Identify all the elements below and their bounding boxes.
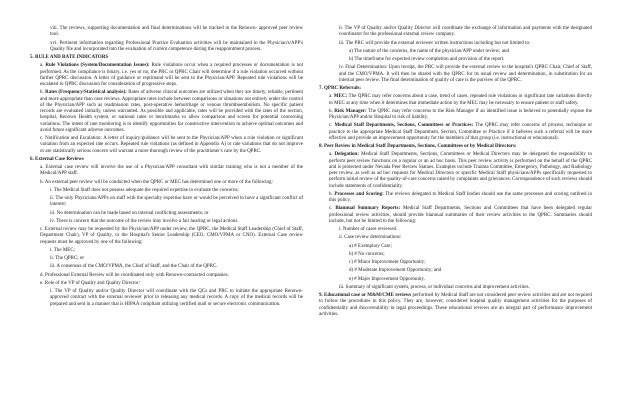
list-marker: ii.	[50, 256, 55, 261]
right-column-paragraph-15	[319, 244, 592, 250]
paragraph-text: The PRC will provide the external reviewer written instructions including but not limited to:	[345, 40, 531, 46]
list-marker: i.	[50, 187, 53, 193]
list-marker: e.	[40, 280, 44, 286]
list-marker: iv.	[339, 65, 344, 71]
paragraph-text: # Major Improvement Opportunity.	[354, 276, 425, 282]
list-marker: xvi.	[50, 40, 58, 46]
right-column-paragraph-18	[319, 268, 592, 274]
paragraph-text: The MEC;	[53, 247, 76, 253]
right-column-paragraph-8	[319, 123, 592, 142]
paragraph-text: # Exemplary Care;	[354, 243, 392, 249]
paragraph-heading: Educational case or M&M/CME reviews	[324, 293, 412, 298]
list-marker: a)	[349, 243, 353, 249]
paragraph-text: The QPRC; or	[55, 256, 85, 261]
list-marker: c.	[40, 136, 44, 141]
list-marker: iii.	[50, 210, 56, 216]
list-marker: 7.	[319, 86, 323, 91]
list-marker: 8.	[319, 144, 323, 149]
list-marker: ii.	[339, 235, 344, 241]
left-column-paragraph-3	[30, 63, 303, 88]
paragraph-heading: Processes and Scoring:	[334, 191, 384, 197]
paragraph-heading: MEC:	[333, 94, 348, 100]
paragraph-heading: Rates (Frequency/Statistical analysis):	[45, 90, 127, 96]
paragraph-text: The reviews delegated to Medical Staff bodies should use the same processes and scoring outlined in this policy.	[329, 191, 592, 203]
paragraph-heading: RULE AND RATE INDICATORS	[35, 55, 109, 60]
list-marker: b)	[349, 57, 354, 62]
left-column-paragraph-10	[30, 196, 303, 209]
list-marker: c.	[329, 123, 333, 129]
paragraph-text: The nature of the concerns, the name of the physician/APP under review; and	[354, 48, 509, 54]
left-column-paragraph-7	[30, 165, 303, 178]
paragraph-heading: QPRC Referrals:	[324, 86, 362, 91]
paragraph-text: Final Determination: Upon receipt, the PRC will provide the external review to the hospital's QPRC Chair, Chief of Staff, and the CMO/VPMA. It will then be shared with the QPRC for its usual review and determination, in substitution for an internal peer review. The final determination of quality of care is the purview of the QPRC.	[339, 65, 593, 83]
list-marker: iv.	[50, 218, 55, 224]
paragraph-text: The VP of Quality and/or Quality Director will coordinate with the QCs and PRC to initiate the appropriate Renown-approved contract with the external reviewer prior to releasing any medical records. A copy of the medical records will be prepared and sent in a manner that is HIPAA compliant utilizing certified mail or secure electronic communication.	[50, 289, 303, 307]
list-marker: b.	[329, 191, 333, 197]
paragraph-heading: Peer Review in Medical Staff Departments, Sections, Committees or by Medical Directors:	[324, 144, 517, 149]
left-column-paragraph-19	[30, 289, 303, 308]
left-column-paragraph-16	[30, 264, 303, 270]
paragraph-text: The VP of Quality and/or Quality Director will coordinate the exchange of information and payments with the designated coordinator for the professional external review company.	[339, 26, 592, 38]
paragraph-text: Number of cases reviewed.	[342, 227, 398, 232]
list-marker: viii.	[50, 26, 58, 31]
paragraph-heading: Risk Manager:	[334, 108, 367, 114]
paragraph-heading: Biannual Summary Reports:	[335, 206, 401, 212]
list-marker: d)	[349, 268, 354, 274]
paragraph-text: The reviews, supporting documentation and final determinations will be tracked in the Renown- approved peer review tool.	[50, 26, 303, 38]
left-column-paragraph-1	[30, 41, 303, 54]
list-marker: 5.	[30, 55, 34, 60]
paragraph-text: External review may be requested by the Physician/APP under review, the QPRC, the Medical Staff Leadership (Chief of Staff, Department Chair), VP of Quality, or the Hospital's Senior Leadership (CEO, CMO/VPMA or CNO). External Case review requests must be approved by one of the following:	[40, 227, 304, 245]
right-column-paragraph-14	[319, 235, 592, 241]
list-marker: iii.	[50, 264, 56, 270]
list-marker: a.	[40, 63, 44, 69]
list-marker: b.	[329, 108, 333, 114]
paragraph-heading: Medical Staff Departments, Sections, Committees or Practices:	[334, 123, 474, 129]
paragraph-text: Medical Staff Departments, Sections and Committees that have been delegated regular professional review activities, should provide biannual summaries of their review activities to the QPRC. Summaries should include, but not be limited to the following:	[329, 206, 593, 224]
list-marker: c.	[40, 227, 44, 232]
right-column-paragraph-12	[319, 206, 592, 225]
left-column-paragraph-4	[30, 90, 303, 134]
list-marker: i.	[50, 247, 53, 253]
left-column-paragraph-11	[30, 211, 303, 217]
right-column-paragraph-19	[319, 277, 592, 283]
list-marker: a.	[329, 94, 333, 100]
paragraph-text: Notification and Escalation: A letter of inquiry/guidance will be sent to the Physician/APP when a rule violation or significant variation from an expected rate occurs. Repeated rule violations (as defined in Appendix A) or rate variations that do not improve or are statistically serious concern will warrant a more thorough review of the practitioner's care by the QPRC.	[40, 136, 304, 154]
paragraph-text: External case review will involve the use of a Physician/APP consultant with similar training who is not a member of the Medical/APP staff.	[40, 165, 303, 177]
list-marker: b.	[40, 179, 44, 185]
right-column-paragraph-5	[319, 86, 592, 92]
list-marker: ii.	[339, 26, 344, 31]
paragraph-text: The Medical Staff does not possess adequate the required expertise to evaluate the concerns;	[53, 187, 239, 193]
list-marker: iii.	[339, 284, 345, 290]
left-column	[30, 26, 303, 400]
left-column-paragraph-9	[30, 188, 303, 194]
paragraph-text: Rule violations occur when a required processes or documentation is not performed. As the compliance is binary, i.e. yes or no, the PRC or QPRC Chair will determine if a rule violation occurred without further QPRC discussion. A letter of guidance or reprimand will be sent to the Physician/APP. Repeated rule violations will be escalated to QPRC discussion for consideration of progressive steps.	[40, 63, 304, 87]
left-column-paragraph-18	[30, 281, 303, 287]
paragraph-text: Case review determinations:	[344, 235, 402, 241]
left-column-paragraph-13	[30, 227, 303, 246]
right-column-paragraph-3	[319, 57, 592, 63]
list-marker: c)	[349, 260, 353, 265]
list-marker: 9.	[319, 293, 323, 298]
right-column-paragraph-13	[319, 227, 592, 233]
paragraph-text: Rates of adverse clinical outcomes are utilized when they are timely, reliable, pertinent and more appropriate than case reviews. Appropriate rates include between comparisons or situations not entirely under the control of the Physician/APP such as readmission rates, post-operative hemorrhage or venous thromboembolism. No specific patient records are evaluated initially, unless warranted. As possible and applicable, rates will be provided with the rates of the section, hospital, Renown Health system, or national rates or benchmarks to allow comparison and screen for potential concerning variations. The intent of rate monitoring is to identify opportunities for constructive intervention to achieve optimal outcomes and avoid future significant adverse outcomes.	[40, 90, 304, 133]
right-column-paragraph-4	[319, 65, 592, 84]
paragraph-heading: Delegation:	[334, 152, 360, 158]
left-column-paragraph-5	[30, 136, 303, 155]
left-column-paragraph-6	[30, 157, 303, 163]
paragraph-text: The QPRC may refer concerns about a case, trend of cases, repeated rule violations or significant rate variations directly to MEC at any time when it determines that immediate action by the MEC may be necessary to ensure patient or staff safety.	[329, 94, 592, 106]
right-column-paragraph-6	[319, 94, 592, 107]
left-column-paragraph-12	[30, 219, 303, 225]
list-marker: i.	[50, 289, 53, 294]
left-column-paragraph-14	[30, 248, 303, 254]
list-marker: e)	[349, 276, 353, 282]
paragraph-text: The QPRC may refer concerns of process, technique or practice to the appropriate Medical Staff Department, Section, Committee or Practice if it believes such a referral will be more effective and provide an improvement opportunity for the members of that group (i.e. instructional or educational).	[329, 123, 592, 141]
right-column-paragraph-21	[319, 293, 592, 318]
list-marker: b)	[349, 251, 354, 257]
paragraph-text: # Moderate Improvement Opportunity; and	[354, 268, 442, 274]
paragraph-text: # No concerns;	[354, 251, 385, 257]
right-column-paragraph-2	[319, 49, 592, 55]
left-column-paragraph-2	[30, 55, 303, 61]
paragraph-text: Role of the VP of Quality and Quality Director:	[44, 280, 140, 286]
paragraph-heading: Rule Violations (System/Documentation Issues):	[45, 63, 150, 69]
right-column-paragraph-1	[319, 41, 592, 47]
right-column-paragraph-10	[319, 152, 592, 190]
paragraph-text: Summary of significant system, process, or individual concerns and improvement activities.	[345, 284, 530, 290]
right-column	[319, 26, 592, 400]
list-marker: i.	[339, 227, 342, 232]
list-marker: a.	[40, 165, 44, 170]
paragraph-text: No determination can be made based on internal conflicting assessments; or	[56, 210, 209, 216]
list-marker: iii.	[339, 40, 345, 46]
paragraph-text: An external peer review will be conducted when the QPRC or MEC has determined one or more of the following:	[44, 179, 273, 185]
left-column-paragraph-0	[30, 26, 303, 39]
list-marker: b.	[40, 90, 44, 96]
list-marker: ii.	[50, 196, 55, 201]
right-column-paragraph-11	[319, 192, 592, 205]
paragraph-text: Medical Staff Departments, Sections, Committees or Medical Directors may be delegated the responsibility to perform peer review functions on a regular or an ad hoc basis. This peer review activity is performed on the behalf of the QPRC and is protected under Nevada Peer Review Statues. Examples include Trauma Committee, Emergency, Pathology, and Radiology peer review, as well as ad hoc requests for Medical Directors or specific Medical Staff physicians/APPs specifically requested to perform initial review of the quality-of-care concerns raised by complaints and grievances. Correspondence of such reviews should include statements of confidentiality.	[329, 152, 593, 189]
right-column-paragraph-0	[319, 26, 592, 39]
paragraph-text: The timeframe for expected review completion and provision of the report.	[354, 57, 505, 62]
left-column-paragraph-8	[30, 180, 303, 186]
paragraph-text: There is concern that the outcome of the review may involve a fair hearing or legal actions.	[56, 218, 239, 224]
paragraph-text: performed by Medical Staff are not considered peer review activities and are not required to follow the procedures in this policy. They are, however, considered hospital quality management activities for the purposes of confidentiality and discoverability in legal proceedings. These educational reviews are an integral part of performance improvement activities.	[319, 293, 592, 317]
paragraph-text: # Minor Improvement Opportunity;	[354, 260, 426, 265]
list-marker: a)	[349, 48, 353, 54]
list-marker: d.	[40, 272, 44, 278]
left-column-paragraph-15	[30, 256, 303, 262]
right-column-paragraph-20	[319, 285, 592, 291]
paragraph-text: The QPRC may refer concerns to the Risk Manager if an identified issue is believed to potentially expose the Physician/APP and/or Hospital to risk of liability.	[329, 108, 592, 120]
right-column-paragraph-16	[319, 252, 592, 258]
paragraph-text: The only Physicians/APPs on staff with the specialty expertise have or would be perceived to have a significant conflict of interest;	[50, 196, 303, 208]
left-column-paragraph-17	[30, 273, 303, 279]
list-marker: 6.	[30, 156, 34, 162]
paragraph-text: Professional External Review will be coordinated only with Renown-contracted companies.	[45, 272, 229, 278]
paragraph-text: Pertinent information regarding Professional Practice Evaluation activities will be maintained in the Physician's/APP's Quality file and incorporated into the evaluation of current competence during the reappointment process.	[50, 40, 304, 52]
right-column-paragraph-9	[319, 144, 592, 150]
paragraph-heading: External Case Reviews	[35, 156, 84, 162]
list-marker: c.	[329, 206, 333, 212]
paragraph-text: A consensus of the CMO/VPMA, the Chief of Staff, and the Chair of the QPRC.	[56, 264, 218, 270]
right-column-paragraph-7	[319, 109, 592, 122]
list-marker: a.	[329, 152, 333, 158]
right-column-paragraph-17	[319, 260, 592, 266]
